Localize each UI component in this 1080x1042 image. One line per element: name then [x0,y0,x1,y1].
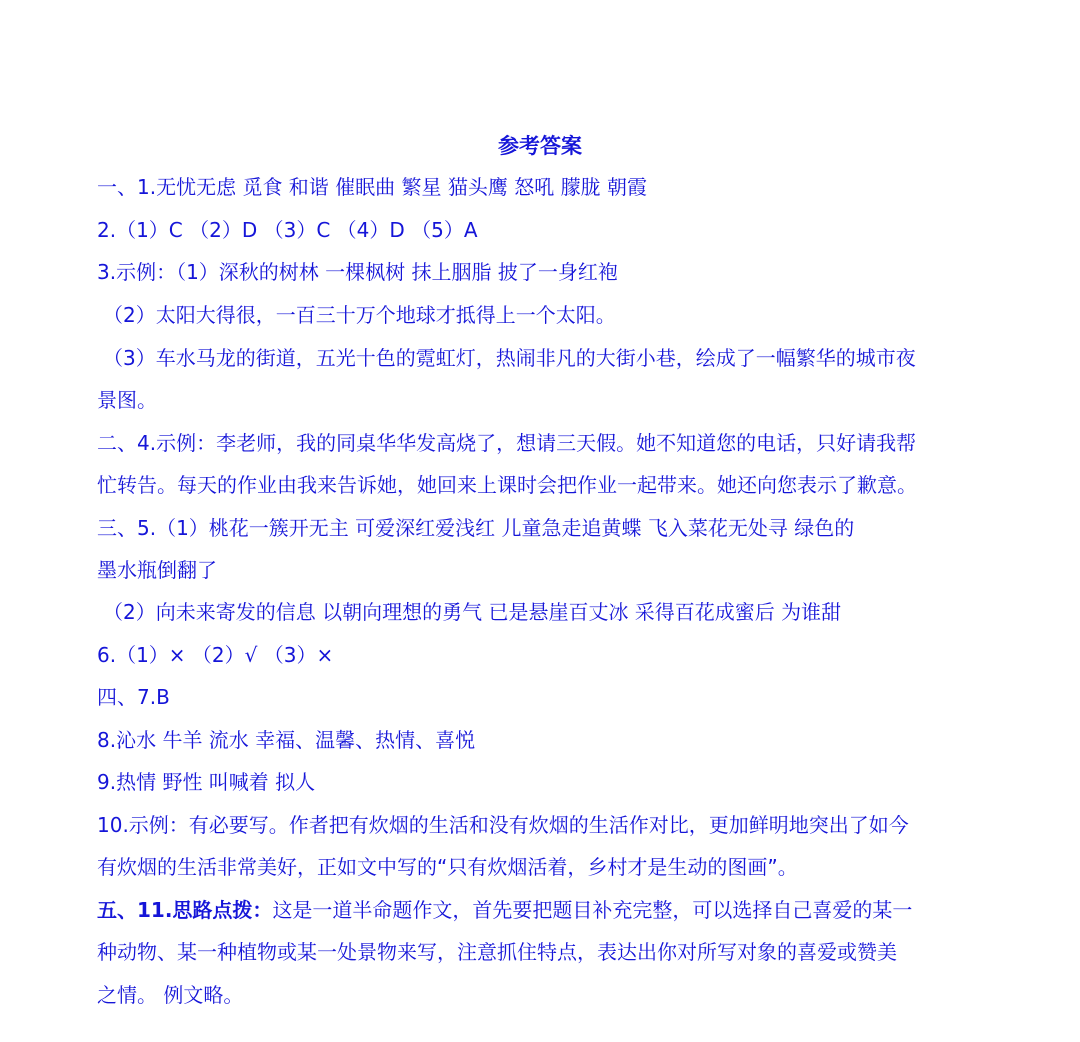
answer-line-6: 景图。 [97,388,157,412]
answer-line-12: 6.（1）× （2）√ （3）× [97,643,334,667]
answer-line-20: 之情。 例文略。 [97,983,244,1007]
answer-line-8: 忙转告。每天的作业由我来告诉她，她回来上课时会把作业一起带来。她还向您表示了歉意。 [97,473,917,497]
answer-line-7: 二、4.示例：李老师，我的同桌华华发高烧了，想请三天假。她不知道您的电话，只好请我帮 [97,431,917,455]
answer-line-13: 四、7.B [97,685,170,709]
answer-line-2: 2.（1）C （2）D （3）C （4）D （5）A [97,218,478,242]
answer-line-5: （3）车水马龙的街道，五光十色的霓虹灯，热闹非凡的大街小巷，绘成了一幅繁华的城市夜 [103,346,916,370]
q11-text: 这是一道半命题作文，首先要把题目补充完整，可以选择自己喜爱的某一 [272,898,913,922]
answer-line-16: 10.示例：有必要写。作者把有炊烟的生活和没有炊烟的生活作对比，更加鲜明地突出了如今 [97,813,909,837]
answer-line-11: （2）向未来寄发的信息 以朝向理想的勇气 已是悬崖百丈冰 采得百花成蜜后 为谁甜 [103,600,842,624]
answer-line-4: （2）太阳大得很，一百三十万个地球才抵得上一个太阳。 [103,303,616,327]
answer-line-10: 墨水瓶倒翻了 [97,558,217,582]
answer-line-14: 8.沁水 牛羊 流水 幸福、温馨、热情、喜悦 [97,728,476,752]
answer-line-19: 种动物、某一种植物或某一处景物来写，注意抓住特点，表达出你对所写对象的喜爱或赞美 [97,940,897,964]
q11-label: 五、11.思路点拨： [97,898,273,922]
answer-line-9: 三、5.（1）桃花一簇开无主 可爱深红爱浅红 儿童急走追黄蝶 飞入菜花无处寻 绿色的 [97,516,855,540]
page-title: 参考答案 [498,134,582,158]
answer-line-15: 9.热情 野性 叫喊着 拟人 [97,770,316,794]
answer-line-17: 有炊烟的生活非常美好，正如文中写的“只有炊烟活着，乡村才是生动的图画”。 [97,855,798,879]
answer-line-3: 3.示例：（1）深秋的树林 一棵枫树 抹上胭脂 披了一身红袍 [97,260,618,284]
answer-line-1: 一、1.无忧无虑 觅食 和谐 催眠曲 繁星 猫头鹰 怒吼 朦胧 朝霞 [97,175,647,199]
answer-line-18 [97,894,997,926]
